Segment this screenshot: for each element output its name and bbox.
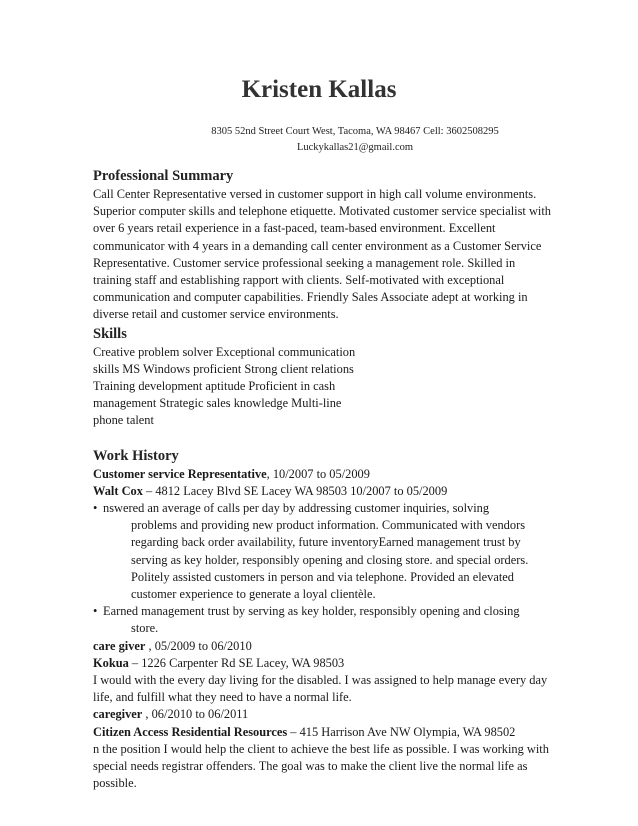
duty-rest: store. — [131, 621, 159, 636]
job-title-line — [93, 638, 553, 655]
summary-text: Call Center Representative versed in customer support in high call volume environments. Superior computer skills and telephone etiquette. Motivated customer service specialist with over 6 years retail experience in a fast-paced, team-based environment. Excellent communicator with 4 years in a demanding call center environment as a Customer Service Representative. Customer service professional seeking a management role. Skilled in training staff and establishing rapport with clients. Self-motivated with exceptional communication and computer capabilities. Friendly Sales Associate adept at working in diverse retail and customer service environments. — [93, 187, 551, 322]
work-history-heading: Work History — [93, 447, 179, 464]
bullet-icon: • — [93, 501, 98, 516]
duty-rest: problems and providing new product information. Communicated with vendors regarding back order availability, future inventoryEarned management trust by serving as key holder, responsibly opening and closing store. and special orders. Politely assisted customers in person and via telephone. Provided an elevated customer experience to generate a loyal clientèle. — [131, 518, 529, 602]
email-address: Luckykallas21@gmail.com — [296, 142, 414, 153]
job-dates: , 05/2009 to 06/2010 — [145, 638, 252, 653]
resume-body — [93, 166, 553, 793]
duty-item — [93, 500, 553, 603]
job-title-line — [93, 706, 553, 723]
job-title-line — [93, 466, 553, 483]
skills-line: Training development aptitude Proficient in cash — [93, 379, 336, 394]
employer-line — [93, 724, 553, 741]
candidate-name: Kristen Kallas — [241, 76, 397, 103]
job-title: Customer service Representative — [93, 466, 267, 481]
job-dates: , 06/2010 to 06/2011 — [142, 707, 249, 722]
bullet-icon: • — [93, 604, 98, 619]
employer-line — [93, 483, 553, 500]
skills-line: Creative problem solver Exceptional communication — [93, 344, 356, 359]
duty-item — [93, 603, 553, 637]
employer-name: Walt Cox — [93, 483, 143, 498]
duty-list — [93, 500, 553, 638]
employer-detail: – 415 Harrison Ave NW Olympia, WA 98502 — [287, 724, 516, 739]
skills-list — [93, 344, 553, 430]
duty-lead: Earned management trust by serving as key holder, responsibly opening and closing — [103, 604, 520, 619]
employer-name: Citizen Access Residential Resources — [93, 724, 288, 739]
job-description: n the position I would help the client to achieve the best life as possible. I was working with special needs registrar offenders. The goal was to make the client live the normal life as possible. — [93, 741, 549, 791]
summary-heading: Professional Summary — [93, 168, 234, 184]
job-dates: , 10/2007 to 05/2009 — [266, 466, 370, 481]
skills-line: phone talent — [93, 413, 154, 428]
employer-name: Kokua — [93, 655, 129, 670]
skills-line: skills MS Windows proficient Strong client relations — [93, 361, 354, 376]
job-description: I would with the every day living for the disabled. I was assigned to help manage every day life, and fulfill what they need to have a normal life. — [93, 673, 548, 705]
employer-detail: – 1226 Carpenter Rd SE Lacey, WA 98503 — [128, 655, 345, 670]
contact-info — [200, 124, 510, 156]
address-line: 8305 52nd Street Court West, Tacoma, WA 98467 Cell: 3602508295 — [211, 126, 499, 137]
employer-detail: – 4812 Lacey Blvd SE Lacey WA 98503 10/2007 to 05/2009 — [142, 483, 448, 498]
duty-lead: nswered an average of calls per day by addressing customer inquiries, solving — [103, 501, 490, 516]
job-title: caregiver — [93, 707, 143, 722]
employer-line — [93, 655, 553, 672]
skills-line: management Strategic sales knowledge Multi-line — [93, 396, 342, 411]
skills-heading: Skills — [93, 325, 127, 342]
job-title: care giver — [93, 638, 146, 653]
